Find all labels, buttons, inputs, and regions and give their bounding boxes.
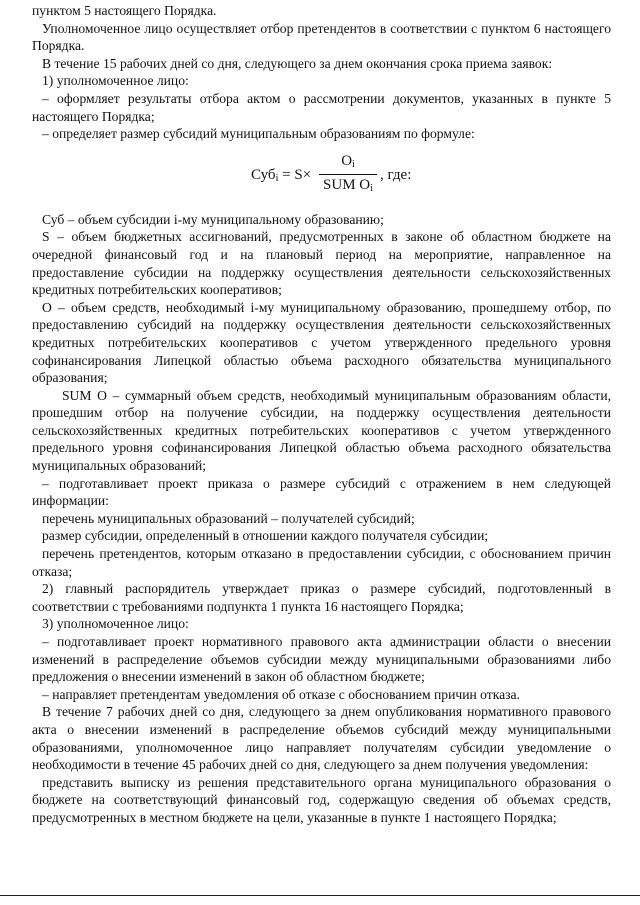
paragraph: 2) главный распорядитель утверждает приказ о размере субсидий, подготовленный в соответствии с требованиями подпункта 1 пункта 16 настоящего Порядка; <box>32 581 611 614</box>
paragraph: Суб – объем субсидии i-му муниципальному образованию; <box>42 211 384 227</box>
paragraph: перечень муниципальных образований – получателей субсидий; <box>42 510 415 526</box>
formula-lhs: Суб$_i$ = S× <box>251 166 312 184</box>
paragraph: SUM O – суммарный объем средств, необходимый муниципальным образованиям области, прошедшим отбор на получение субсидии, на поддержку осуществления деятельности сельскохозяйственных кредитных потребительских кооперативов с учетом утвержденного предельного уровня софинансирования Липецкой областью объема расходного обязательства муниципальных образований; <box>32 387 611 474</box>
paragraph: O – объем средств, необходимый i-му муниципальному образованию, прошедшему отбор, по предоставлению субсидий на поддержку осуществления деятельности сельскохозяйственных кредитных потребительских кооперативов с учетом утвержденного предельного уровня софинансирования Липецкой областью объема расходного обязательства муниципального образования; <box>32 299 611 386</box>
formula-rhs: , где: <box>380 166 412 183</box>
paragraph: – направляет претендентам уведомления об отказе с обоснованием причин отказа. <box>42 686 520 702</box>
formula-numerator: $O_i$ <box>319 153 377 175</box>
paragraph: В течение 15 рабочих дней со дня, следующего за днем окончания срока приема заявок: <box>42 55 553 71</box>
paragraph: В течение 7 рабочих дней со дня, следующего за днем опубликования нормативного правового акта о внесении изменений в распределение объемов субсидий между муниципальными образованиями, уполномоченное лицо направляет получателям субсидии уведомление о необходимости в течение 45 рабочих дней со дня, следующего за днем получения уведомления: <box>32 704 611 773</box>
paragraph: перечень претендентов, которым отказано в предоставлении субсидии, с обоснованием причин отказа; <box>32 546 611 579</box>
paragraph: размер субсидии, определенный в отношении каждого получателя субсидии; <box>42 528 489 544</box>
subsidy-formula <box>32 147 611 203</box>
paragraph: пунктом 5 настоящего Порядка. <box>32 3 217 18</box>
document-page <box>32 2 611 827</box>
paragraph: 3) уполномоченное лицо: <box>42 616 189 632</box>
paragraph: 1) уполномоченное лицо: <box>42 73 189 89</box>
formula-denominator: SUM $O_i$ <box>323 176 373 194</box>
paragraph: S – объем бюджетных ассигнований, предусмотренных в законе об областном бюджете на очередной финансовый год и на плановый период на мероприятие, направленное на предоставление субсидии на поддержку осуществления деятельности сельскохозяйственных кредитных потребительских кооперативов; <box>32 229 611 298</box>
paragraph: – подготавливает проект нормативного правового акта администрации области о внесении изменений в распределение объемов субсидии между муниципальными образованиями либо предложения о внесении изменений в закон об областном бюджете; <box>32 634 611 685</box>
formula-fraction <box>319 153 377 198</box>
page-bottom-rule <box>0 895 640 896</box>
paragraph: – определяет размер субсидий муниципальным образованиям по формуле: <box>42 126 475 142</box>
paragraph: представить выписку из решения представительного органа муниципального образования о бюджете на соответствующий финансовый год, содержащую сведения об объемах средств, предусмотренных в местном бюджете на цели, указанные в пункте 1 настоящего Порядка; <box>32 774 611 825</box>
paragraph: – подготавливает проект приказа о размере субсидий с отражением в нем следующей информации: <box>32 475 611 509</box>
paragraph: Уполномоченное лицо осуществляет отбор претендентов в соответствии с пунктом 6 настоящего Порядка. <box>32 20 611 54</box>
paragraph: – оформляет результаты отбора актом о рассмотрении документов, указанных в пункте 5 настоящего Порядка; <box>32 90 611 124</box>
